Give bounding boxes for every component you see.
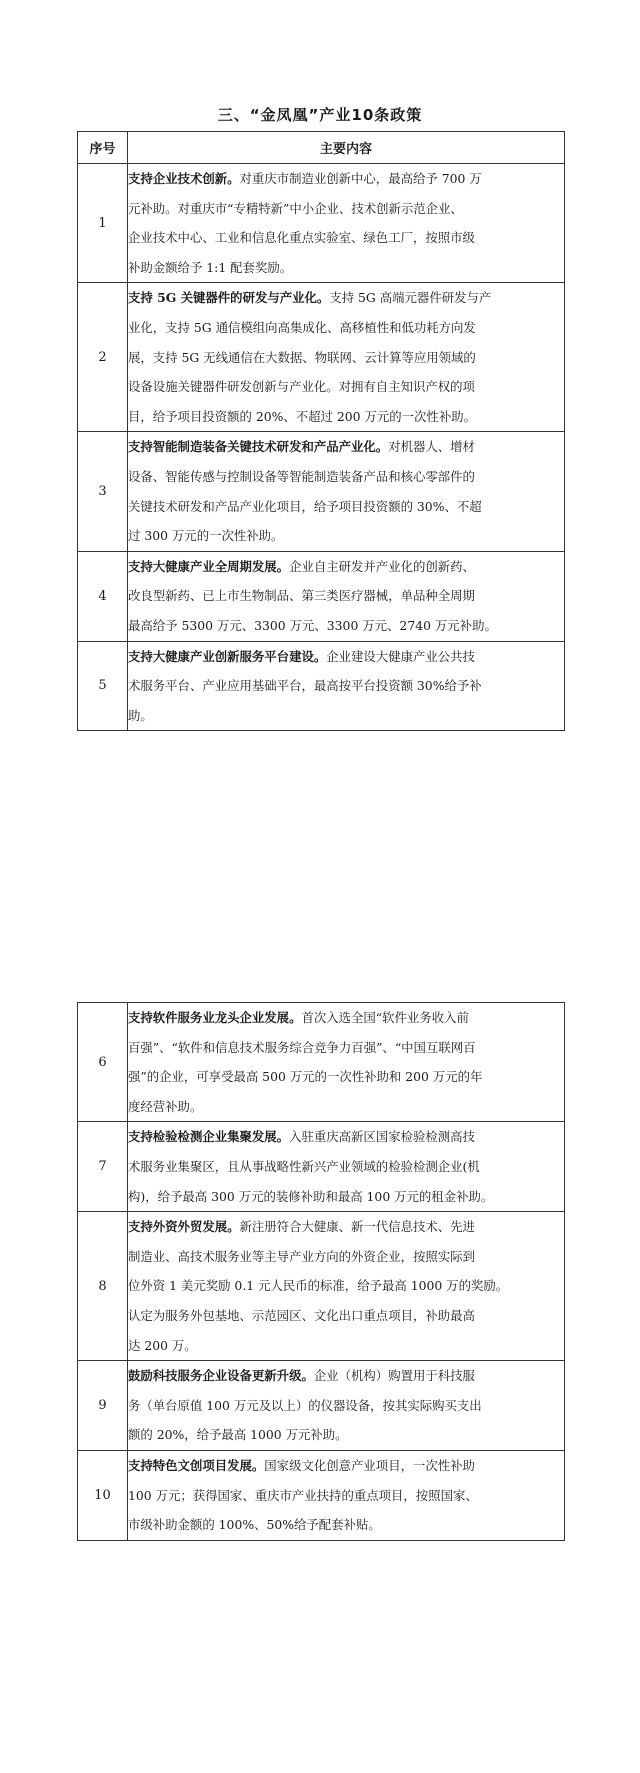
policy-heading: 支持外资外贸发展。 xyxy=(128,1219,240,1235)
row-content xyxy=(128,1003,565,1122)
policy-heading: 支持大健康产业全周期发展。 xyxy=(128,558,290,574)
policy-text: 关键技术研发和产品产业化项目，给予项目投资额的 30%、不超 xyxy=(128,498,482,514)
policy-text: 强”的企业，可享受最高 500 万元的一次性补助和 200 万元的年 xyxy=(128,1069,483,1085)
content-line xyxy=(128,223,564,253)
content-line xyxy=(128,1481,564,1511)
content-line xyxy=(128,164,564,194)
table-row xyxy=(78,1361,565,1451)
table-row xyxy=(78,283,565,432)
policy-text: 位外资 1 美元奖励 0.1 元人民币的标准，给予最高 1000 万的奖励。 xyxy=(128,1278,509,1294)
policy-text: 展，支持 5G 无线通信在大数据、物联网、云计算等应用领域的 xyxy=(128,349,476,365)
table-row xyxy=(78,551,565,641)
policy-text: 过 300 万元的一次性补助。 xyxy=(128,528,284,544)
content-line xyxy=(128,1420,564,1450)
row-content xyxy=(128,1212,565,1361)
header-content: 主要内容 xyxy=(128,132,565,164)
content-line xyxy=(128,1331,564,1361)
content-line xyxy=(128,492,564,522)
row-number: 9 xyxy=(78,1361,128,1451)
policy-text: 目，给予项目投资额的 20%、不超过 200 万元的一次性补助。 xyxy=(128,408,476,424)
content-line xyxy=(128,1271,564,1301)
content-line xyxy=(128,1062,564,1092)
content-line xyxy=(128,642,564,672)
policy-heading: 支持大健康产业创新服务平台建设。 xyxy=(128,648,327,664)
table-row xyxy=(78,1212,565,1361)
content-line xyxy=(128,253,564,283)
content-line xyxy=(128,581,564,611)
content-line xyxy=(128,671,564,701)
policy-heading: 支持 5G 关键器件的研发与产业化。 xyxy=(128,290,330,306)
row-content xyxy=(128,164,565,283)
policy-text: 100 万元；获得国家、重庆市产业扶持的重点项目，按照国家、 xyxy=(128,1487,478,1503)
policy-text: 认定为服务外包基地、示范园区、文化出口重点项目，补助最高 xyxy=(128,1307,475,1323)
content-line xyxy=(128,701,564,731)
row-number: 6 xyxy=(78,1003,128,1122)
policy-text: 补助金额给予 1:1 配套奖励。 xyxy=(128,259,293,275)
content-line xyxy=(128,372,564,402)
row-number: 10 xyxy=(78,1450,128,1540)
table-row xyxy=(78,1450,565,1540)
content-line xyxy=(128,283,564,313)
table-row xyxy=(78,1122,565,1212)
row-number: 8 xyxy=(78,1212,128,1361)
content-line xyxy=(128,1212,564,1242)
content-line xyxy=(128,1391,564,1421)
content-line xyxy=(128,462,564,492)
policy-text: 百强”、“软件和信息技术服务综合竞争力百强”、“中国互联网百 xyxy=(128,1039,476,1055)
policy-text: 新注册符合大健康、新一代信息技术、先进 xyxy=(239,1219,475,1235)
policy-text: 元补助。对重庆市“专精特新”中小企业、技术创新示范企业、 xyxy=(128,200,463,216)
table-row xyxy=(78,1003,565,1122)
policy-text: 业化，支持 5G 通信模组向高集成化、高移植性和低功耗方向发 xyxy=(128,319,476,335)
policy-text: 支持 5G 高端元器件研发与产 xyxy=(329,290,492,306)
policy-table-part-1 xyxy=(77,131,565,731)
policy-text: 改良型新药、已上市生物制品、第三类医疗器械，单品种全周期 xyxy=(128,588,475,604)
header-number: 序号 xyxy=(78,132,128,164)
policy-heading: 支持软件服务业龙头企业发展。 xyxy=(128,1010,302,1025)
policy-text: 企业自主研发并产业化的创新药、 xyxy=(289,558,475,574)
policy-text: 市级补助金额的 100%、50%给予配套补贴。 xyxy=(128,1517,381,1533)
policy-text: 助。 xyxy=(128,707,153,723)
row-content xyxy=(128,1122,565,1212)
policy-text: 对机器人、增材 xyxy=(388,439,475,455)
policy-heading: 支持特色文创项目发展。 xyxy=(128,1457,265,1473)
policy-text: 术服务业集聚区，且从事战略性新兴产业领域的检验检测企业(机 xyxy=(128,1158,480,1174)
content-line xyxy=(128,1301,564,1331)
row-content xyxy=(128,641,565,731)
content-line xyxy=(128,1033,564,1063)
content-line xyxy=(128,1182,564,1212)
content-line xyxy=(128,1510,564,1540)
content-line xyxy=(128,1003,564,1033)
policy-text: 首次入选全国“软件业务收入前 xyxy=(301,1010,469,1025)
policy-heading: 鼓励科技服务企业设备更新升级。 xyxy=(128,1368,314,1384)
row-content xyxy=(128,1450,565,1540)
content-line xyxy=(128,521,564,551)
content-line xyxy=(128,1361,564,1391)
content-line xyxy=(128,343,564,373)
policy-heading: 支持智能制造装备关键技术研发和产品产业化。 xyxy=(128,439,389,455)
policy-text: 达 200 万。 xyxy=(128,1337,197,1353)
row-number: 1 xyxy=(78,164,128,283)
policy-text: 务（单台原值 100 万元及以上）的仪器设备，按其实际购买支出 xyxy=(128,1397,482,1413)
row-content xyxy=(128,283,565,432)
policy-text: 国家级文化创意产业项目，一次性补助 xyxy=(264,1457,475,1473)
policy-heading: 支持企业技术创新。 xyxy=(128,171,240,186)
row-number: 2 xyxy=(78,283,128,432)
content-line xyxy=(128,552,564,582)
table-row xyxy=(78,164,565,283)
policy-text: 构)，给予最高 300 万元的装修补助和最高 100 万元的租金补助。 xyxy=(128,1188,494,1204)
table-row xyxy=(78,641,565,731)
content-line xyxy=(128,313,564,343)
content-line xyxy=(128,1152,564,1182)
policy-text: 企业技术中心、工业和信息化重点实验室、绿色工厂，按照市级 xyxy=(128,230,475,246)
row-number: 7 xyxy=(78,1122,128,1212)
row-content xyxy=(128,432,565,551)
content-line xyxy=(128,1451,564,1481)
content-line xyxy=(128,1122,564,1152)
content-line xyxy=(128,402,564,432)
content-line xyxy=(128,611,564,641)
content-line xyxy=(128,194,564,224)
policy-text: 制造业、高技术服务业等主导产业方向的外资企业，按照实际到 xyxy=(128,1248,475,1264)
row-content xyxy=(128,551,565,641)
content-line xyxy=(128,1242,564,1272)
policy-text: 企业（机构）购置用于科技服 xyxy=(313,1368,475,1384)
table-row xyxy=(78,432,565,551)
policy-text: 术服务平台、产业应用基础平台，最高按平台投资额 30%给予补 xyxy=(128,678,482,694)
content-line xyxy=(128,1092,564,1122)
table-header-row xyxy=(78,132,565,164)
policy-heading: 支持检验检测企业集聚发展。 xyxy=(128,1129,290,1145)
policy-text: 最高给予 5300 万元、3300 万元、3300 万元、2740 万元补助。 xyxy=(128,617,497,633)
row-number: 4 xyxy=(78,551,128,641)
policy-text: 对重庆市制造业创新中心，最高给予 700 万 xyxy=(239,171,482,186)
policy-text: 入驻重庆高新区国家检验检测高技 xyxy=(289,1129,475,1145)
policy-text: 设备设施关键器件研发创新与产业化。对拥有自主知识产权的项 xyxy=(128,379,475,395)
row-number: 5 xyxy=(78,641,128,731)
page-title: 三、“金凤凰”产业10条政策 xyxy=(217,106,423,124)
policy-table-part-2 xyxy=(77,1002,565,1541)
row-number: 3 xyxy=(78,432,128,551)
content-line xyxy=(128,432,564,462)
policy-text: 额的 20%，给予最高 1000 万元补助。 xyxy=(128,1427,348,1443)
policy-text: 度经营补助。 xyxy=(128,1098,203,1114)
row-content xyxy=(128,1361,565,1451)
policy-text: 企业建设大健康产业公共技 xyxy=(326,648,475,664)
policy-text: 设备、智能传感与控制设备等智能制造装备产品和核心零部件的 xyxy=(128,468,475,484)
